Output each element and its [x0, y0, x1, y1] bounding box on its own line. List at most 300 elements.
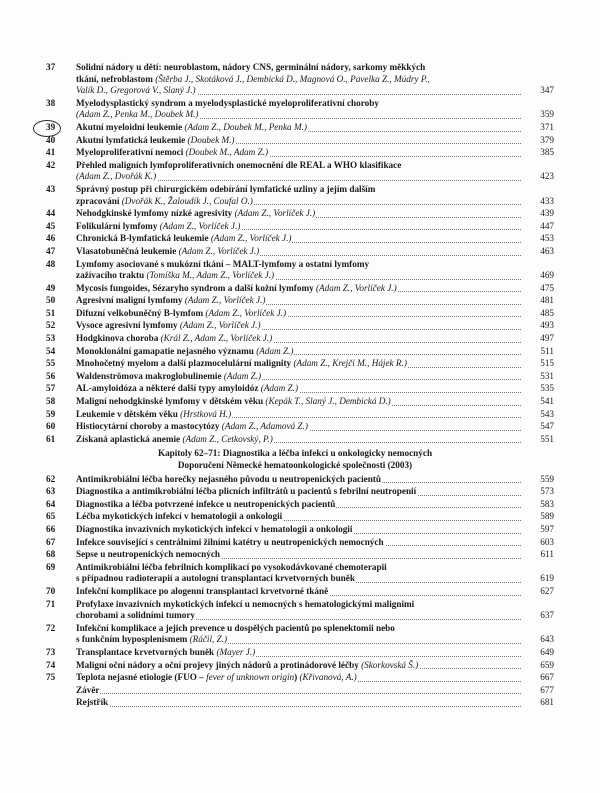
entry-title-text: Infekční komplikace a jejich prevence u dospělých pacientů po splenektomii nebo	[76, 622, 395, 633]
entry-title-text: Hodgkinova choroba	[76, 333, 161, 344]
entry-body	[76, 308, 521, 320]
page-number: 497	[540, 333, 554, 344]
entry-authors: (Adam Z., Penka M., Doubek M.)	[76, 109, 199, 120]
entry-title-text: )	[294, 672, 300, 683]
entry-line-text	[76, 346, 294, 356]
entry-line	[76, 283, 521, 295]
entry-line	[76, 599, 521, 611]
page-number: 681	[540, 697, 554, 708]
entry-title-text: Mycosis fungoides, Sézaryho syndrom a další kožní lymfomy	[76, 282, 316, 293]
toc-entry[interactable]	[0, 486, 600, 498]
entry-line	[76, 233, 521, 245]
entry-title-text: Mnohočetný myelom a další plazmocelulární malignity	[76, 358, 294, 369]
toc-entry[interactable]	[0, 599, 600, 622]
toc-entry[interactable]	[0, 685, 600, 697]
entry-line-text	[76, 295, 266, 305]
entry-title-text: AL-amyloidóza a některé další typy amyloidóz	[76, 383, 261, 394]
entry-line	[76, 549, 521, 561]
entry-line-text	[76, 647, 256, 657]
page-number: 637	[540, 610, 554, 621]
entry-line-text	[76, 549, 221, 559]
chapter-number: 51	[46, 307, 56, 318]
entry-title-text: Histiocytární choroby a mastocytózy	[76, 421, 222, 432]
entry-spacer	[0, 445, 600, 446]
toc-entry[interactable]	[0, 396, 600, 408]
entry-title-text: Leukemie v dětském věku	[76, 408, 181, 419]
entry-line-text	[76, 135, 235, 145]
page-number: 515	[540, 358, 554, 369]
toc-entry[interactable]	[0, 221, 600, 233]
entry-line	[76, 409, 521, 421]
entry-line	[76, 474, 521, 486]
entry-title-text: Nehodgkinské lymfomy nízké agresivity	[76, 208, 235, 219]
page-number: 643	[540, 634, 554, 645]
chapter-number: 41	[46, 147, 56, 158]
entry-line-text	[76, 524, 353, 534]
entry-authors: (Adam Z., Adamová Z.)	[221, 421, 308, 432]
entry-line-text	[76, 409, 232, 419]
entry-body	[76, 697, 521, 709]
chapter-number: 73	[46, 646, 56, 657]
entry-authors: (Křivanová, A.)	[299, 672, 357, 683]
entry-line-text	[76, 697, 109, 707]
toc-entry[interactable]	[0, 259, 600, 282]
entry-line	[76, 358, 521, 370]
entry-body	[76, 647, 521, 659]
entry-line	[76, 246, 521, 258]
toc-entry[interactable]	[0, 246, 600, 258]
entry-title-text: Antimikrobiální léčba febrilních komplikací po vysokodávkované chemoterapii	[76, 561, 387, 572]
entry-line-text	[76, 623, 395, 633]
toc-entry[interactable]	[0, 499, 600, 511]
entry-title-text: Diagnostika a léčba potvrzené infekce u neutropenických pacientů	[76, 498, 336, 509]
entry-authors: (Adam Z., Vorlíček J.)	[234, 208, 316, 219]
page-number: 359	[540, 109, 554, 120]
entry-line	[76, 184, 521, 196]
entry-body	[76, 122, 521, 134]
entry-line	[76, 98, 521, 110]
entry-line	[76, 486, 521, 498]
entry-body	[76, 333, 521, 345]
entry-line-text	[76, 196, 254, 206]
entry-line	[76, 562, 521, 574]
toc-entry[interactable]	[0, 511, 600, 523]
entry-title-text: Monoklonální gamapatie nejasného významu	[76, 345, 257, 356]
page-number: 627	[540, 585, 554, 596]
entry-line-text	[76, 98, 379, 108]
entry-title-text: chorobami a solidními tumory	[76, 610, 196, 621]
chapter-number: 49	[46, 282, 56, 293]
entry-body	[76, 358, 521, 370]
entry-title-text: s funkčním hyposplenismem	[76, 634, 190, 645]
toc-entry[interactable]	[0, 660, 600, 672]
entry-line	[76, 647, 521, 659]
chapter-number: 46	[46, 233, 56, 244]
entry-line-text	[76, 672, 358, 682]
toc-entry[interactable]	[0, 562, 600, 585]
entry-line-text	[76, 499, 336, 509]
toc-entry[interactable]	[0, 434, 600, 446]
entry-title-text: Diagnostika a antimikrobiální léčba plicních infiltrátů u pacientů s febrilní neutropenií	[76, 486, 417, 497]
page-number: 611	[540, 549, 554, 560]
toc-entry[interactable]	[0, 333, 600, 345]
entry-authors: (Ráčil, Z.)	[189, 634, 228, 645]
entry-line-text	[76, 660, 419, 670]
page-number: 493	[540, 320, 554, 331]
entry-body	[76, 98, 521, 121]
entry-title-text: s případnou radioterapií a autologní transplantací krvetvorných buněk	[76, 573, 355, 584]
entry-body	[76, 396, 521, 408]
entry-line-text	[76, 610, 196, 620]
chapter-number: 66	[46, 523, 56, 534]
entry-line	[76, 511, 521, 523]
entry-line	[76, 62, 521, 74]
entry-line-text	[76, 308, 287, 318]
entry-authors: (Adam Z., Dvořák K.)	[76, 171, 157, 182]
chapter-number: 40	[46, 134, 56, 145]
entry-line-text	[76, 320, 262, 330]
entry-line	[76, 320, 521, 332]
chapter-number: 38	[46, 97, 56, 108]
entry-line	[76, 346, 521, 358]
entry-authors: (Adam Z., Vorlíček J.)	[316, 282, 397, 293]
entry-body	[76, 160, 521, 183]
section-heading-line: Doporučení Německé hematoonkologické společnosti (2003)	[177, 460, 413, 470]
entry-body	[76, 346, 521, 358]
entry-line	[76, 147, 521, 159]
page-number: 469	[540, 270, 554, 281]
entry-authors: (Skorkovská Š.)	[361, 659, 419, 670]
toc-entry[interactable]	[0, 371, 600, 383]
entry-authors: (Adam Z.)	[256, 345, 294, 356]
entry-body	[76, 383, 521, 395]
entry-authors: (Tomíška M., Adam Z., Vorlíček J.)	[146, 270, 275, 281]
chapter-number: 55	[46, 358, 56, 369]
entry-line-text	[76, 171, 157, 181]
toc-entry[interactable]	[0, 586, 600, 598]
page-number: 589	[540, 511, 554, 522]
entry-line-text	[76, 283, 398, 293]
entry-body	[76, 320, 521, 332]
entry-line	[76, 623, 521, 635]
entry-line	[76, 499, 521, 511]
page-number: 531	[540, 370, 554, 381]
entry-authors: (Adam Z., Cetkovský, P.)	[182, 433, 273, 444]
entry-authors: (Adam Z., Doubek M., Penka M.)	[184, 121, 307, 132]
entry-title-text: Solidní nádory u dětí: neuroblastom, nádory CNS, germinální nádory, sarkomy měkkých	[76, 62, 426, 72]
chapter-number: 47	[46, 245, 56, 256]
toc-entry[interactable]	[0, 346, 600, 358]
entry-line	[76, 74, 521, 86]
toc-entry[interactable]	[0, 184, 600, 207]
chapter-number: 69	[46, 561, 56, 572]
entry-authors: (Doubek M., Adam Z.)	[185, 147, 269, 158]
entry-line-text	[76, 586, 329, 596]
entry-title-text: Waldenströmova makroglobulinemie	[76, 370, 224, 381]
entry-title-text: Profylaxe invazivních mykotických infekcí u nemocných s hematologickými malignimi	[76, 598, 415, 609]
entry-line-text	[76, 371, 262, 381]
page-number: 677	[540, 684, 554, 695]
entry-body	[76, 246, 521, 258]
toc-entry[interactable]	[0, 421, 600, 433]
chapter-number: 50	[46, 295, 56, 306]
page-number: 597	[540, 523, 554, 534]
toc-entry[interactable]	[0, 233, 600, 245]
page-number: 547	[540, 421, 554, 432]
entry-line	[76, 259, 521, 271]
entry-authors: (Adam Z., Vorlíček J.)	[179, 320, 261, 331]
page-number: 475	[540, 282, 554, 293]
entry-line-text	[76, 396, 392, 406]
entry-body	[76, 599, 521, 622]
page-number: 485	[540, 307, 554, 318]
section-heading-line: Kapitoly 62–71: Diagnostika a léčba infekcí u onkologicky nemocných	[157, 448, 433, 459]
chapter-number: 60	[46, 421, 56, 432]
toc-entry[interactable]	[0, 383, 600, 395]
entry-authors: (Hrstková H.)	[180, 408, 232, 419]
entry-line-text	[76, 358, 408, 368]
page-number: 559	[540, 473, 554, 484]
entry-title-text: Diagnostika invazivních mykotických infekcí v hematologii a onkologii	[76, 523, 353, 534]
page-number: 433	[540, 195, 554, 206]
entry-body	[76, 434, 521, 446]
page-number: 379	[540, 134, 554, 145]
entry-line-text	[76, 147, 269, 157]
entry-authors: (Štěrba J., Skotáková J., Dembická D., Magnová O., Pavelka Z., Múdry P.,	[155, 73, 430, 84]
entry-title-text: Léčba mykotických infekcí v hematologii a onkologii	[76, 511, 283, 522]
entry-line	[76, 171, 521, 183]
entry-title-text: Maligní oční nádory a oční projevy jiných nádorů a protinádorové léčby	[76, 659, 362, 670]
page-number: 535	[540, 383, 554, 394]
entry-authors: (Mayer J.)	[216, 646, 256, 657]
entry-line	[76, 586, 521, 598]
entry-line	[76, 685, 521, 697]
entry-line	[76, 109, 521, 121]
entry-line	[76, 270, 521, 282]
chapter-number: 39	[46, 121, 56, 132]
entry-title-text: Maligní nehodgkinské lymfomy v dětském věku	[76, 396, 266, 407]
toc-entry[interactable]	[0, 98, 600, 121]
page-number: 453	[540, 233, 554, 244]
entry-line	[76, 672, 521, 684]
entry-line	[76, 434, 521, 446]
toc-entry[interactable]	[0, 147, 600, 159]
entry-authors: (Dvořák K., Žaloudík J., Coufal O.)	[121, 195, 253, 206]
entry-authors: (Adam Z., Krejčí M., Hájek R.)	[293, 358, 407, 369]
entry-authors: (Adam Z.)	[260, 383, 299, 394]
page-number: 603	[540, 536, 554, 547]
entry-line-text	[76, 562, 387, 572]
page-number: 583	[540, 498, 554, 509]
toc-entry[interactable]	[0, 623, 600, 646]
entry-line-text	[76, 85, 197, 95]
entry-line-text	[76, 233, 292, 243]
entry-title-text: Myelodysplastický syndrom a myelodysplastické myeloproliferativní choroby	[76, 97, 379, 108]
toc-entry[interactable]	[0, 549, 600, 561]
entry-title-text: Správný postup při chirurgickém odebírání lymfatické uzliny a jejím dalším	[76, 183, 376, 194]
entry-body	[76, 623, 521, 646]
entry-line-text	[76, 208, 316, 218]
chapter-number: 67	[46, 536, 56, 547]
chapter-number: 65	[46, 511, 56, 522]
chapter-number: 42	[46, 159, 56, 170]
chapter-number: 70	[46, 585, 56, 596]
page-number: 659	[540, 659, 554, 670]
entry-authors: (Adam Z., Vorlíček J.)	[159, 220, 241, 231]
entry-body	[76, 283, 521, 295]
entry-line	[76, 524, 521, 536]
chapter-number: 53	[46, 333, 56, 344]
page-number: 371	[540, 121, 554, 132]
entry-body	[76, 685, 521, 697]
page-number: 439	[540, 208, 554, 219]
entry-line	[76, 122, 521, 134]
entry-line	[76, 196, 521, 208]
entry-authors: (Adam Z., Vorlíček J.)	[178, 245, 260, 256]
chapter-number: 75	[46, 672, 56, 683]
toc-entry[interactable]	[0, 524, 600, 536]
entry-line	[76, 160, 521, 172]
page-number: 447	[540, 220, 554, 231]
entry-title-text: Agresivní maligní lymfomy	[76, 295, 185, 306]
entry-line	[76, 308, 521, 320]
page-number: 619	[540, 573, 554, 584]
entry-authors: fever of unknown origin	[206, 672, 295, 683]
toc-entry[interactable]	[0, 208, 600, 220]
chapter-number: 68	[46, 549, 56, 560]
entry-line	[76, 537, 521, 549]
entry-line-text	[76, 486, 417, 496]
entry-line-text	[76, 537, 385, 547]
chapter-number: 56	[46, 370, 56, 381]
entry-line-text	[76, 62, 425, 72]
entry-title-text: zpracování	[76, 195, 122, 206]
entry-authors: (Adam Z., Vorlíček J.)	[210, 233, 292, 244]
entry-body	[76, 562, 521, 585]
chapter-number: 57	[46, 383, 56, 394]
entry-title-text: Infekce související s centrálními žilními katétry u neutropenických nemocných	[76, 536, 384, 547]
toc-entry[interactable]	[0, 283, 600, 295]
entry-title-text: Teplota nejasné etiologie (FUO –	[76, 672, 207, 683]
toc-entry[interactable]	[0, 672, 600, 684]
entry-line-text	[76, 599, 414, 609]
entry-line-text	[76, 184, 375, 194]
entry-line-text	[76, 511, 283, 521]
chapter-number: 59	[46, 408, 56, 419]
entry-line	[76, 85, 521, 97]
toc-entry[interactable]	[0, 697, 600, 709]
entry-line-text	[76, 122, 308, 132]
entry-line	[76, 221, 521, 233]
entry-title-text: tkání, nefroblastom	[76, 73, 156, 84]
toc-entry[interactable]	[0, 295, 600, 307]
toc-entry[interactable]	[0, 537, 600, 549]
entry-body	[76, 147, 521, 159]
toc-entry[interactable]	[0, 160, 600, 183]
chapter-number: 48	[46, 258, 56, 269]
entry-line-text	[76, 474, 382, 484]
entry-body	[76, 672, 521, 684]
entry-body	[76, 499, 521, 511]
entry-line-text	[76, 160, 401, 170]
entry-line	[76, 697, 521, 709]
toc-entry[interactable]	[0, 308, 600, 320]
toc-entry[interactable]	[0, 135, 600, 147]
entry-body	[76, 62, 521, 97]
entry-line	[76, 371, 521, 383]
entry-title-text: Chronická B-lymfatická leukemie	[76, 233, 211, 244]
entry-line-text	[76, 221, 241, 231]
entry-line-text	[76, 434, 274, 444]
entry-body	[76, 221, 521, 233]
entry-title-text: Difuzní velkobuněčný B-lymfom	[76, 307, 206, 318]
chapter-number: 72	[46, 622, 56, 633]
page-number: 347	[540, 85, 554, 96]
chapter-number: 64	[46, 498, 56, 509]
chapter-number: 43	[46, 183, 56, 194]
chapter-number: 71	[46, 598, 56, 609]
chapter-number: 52	[46, 320, 56, 331]
entry-line-text	[76, 74, 430, 84]
entry-title-text: Lymfomy asociované s mukózní tkání – MALT-lymfomy a ostatní lymfomy	[76, 258, 370, 269]
entry-line	[76, 396, 521, 408]
entry-authors: (Adam Z., Vorlíček J.)	[205, 307, 287, 318]
toc-entry[interactable]	[0, 647, 600, 659]
entry-title-text: Folikulární lymfomy	[76, 220, 160, 231]
entry-authors: (Doubek M.)	[187, 134, 235, 145]
entry-body	[76, 511, 521, 523]
entry-line-text	[76, 383, 299, 393]
entry-body	[76, 486, 521, 498]
entry-body	[76, 474, 521, 486]
page-number: 511	[540, 345, 554, 356]
entry-line-text	[76, 685, 100, 695]
toc-entry[interactable]	[0, 474, 600, 486]
entry-authors: Valík D., Gregorová V., Slaný J.)	[76, 85, 196, 96]
chapter-number: 44	[46, 208, 56, 219]
entry-line	[76, 333, 521, 345]
page-number: 481	[540, 295, 554, 306]
entry-line	[76, 421, 521, 433]
entry-line-text	[76, 270, 275, 280]
toc-entry[interactable]	[0, 122, 600, 134]
chapter-number: 74	[46, 659, 56, 670]
entry-body	[76, 135, 521, 147]
entry-body	[76, 259, 521, 282]
page-number: 385	[540, 147, 554, 158]
entry-title-text: Závěr	[76, 684, 100, 695]
entry-title-text: Akutní lymfatická leukemie	[76, 134, 188, 145]
entry-line	[76, 383, 521, 395]
entry-title-text: Myeloproliferativní nemoci	[76, 147, 186, 158]
chapter-number: 63	[46, 486, 56, 497]
entry-line-text	[76, 109, 199, 119]
entry-line-text	[76, 333, 273, 343]
toc-entry[interactable]	[0, 409, 600, 421]
entry-title-text: Infekční komplikace po alogenní transplantaci krvetvorné tkáně	[76, 585, 329, 596]
entry-authors: (Král Z., Adam Z., Vorlíček J.)	[160, 333, 273, 344]
entry-line	[76, 135, 521, 147]
toc-entry[interactable]	[0, 62, 600, 97]
entry-authors: (Adam Z., Vorlíček J.)	[184, 295, 266, 306]
section-heading	[70, 448, 520, 471]
entry-line	[76, 295, 521, 307]
page-number: 423	[540, 171, 554, 182]
chapter-number: 54	[46, 345, 56, 356]
toc-entry[interactable]	[0, 320, 600, 332]
entry-title-text: Vlasatobuněčná leukemie	[76, 245, 179, 256]
toc-entry[interactable]	[0, 358, 600, 370]
